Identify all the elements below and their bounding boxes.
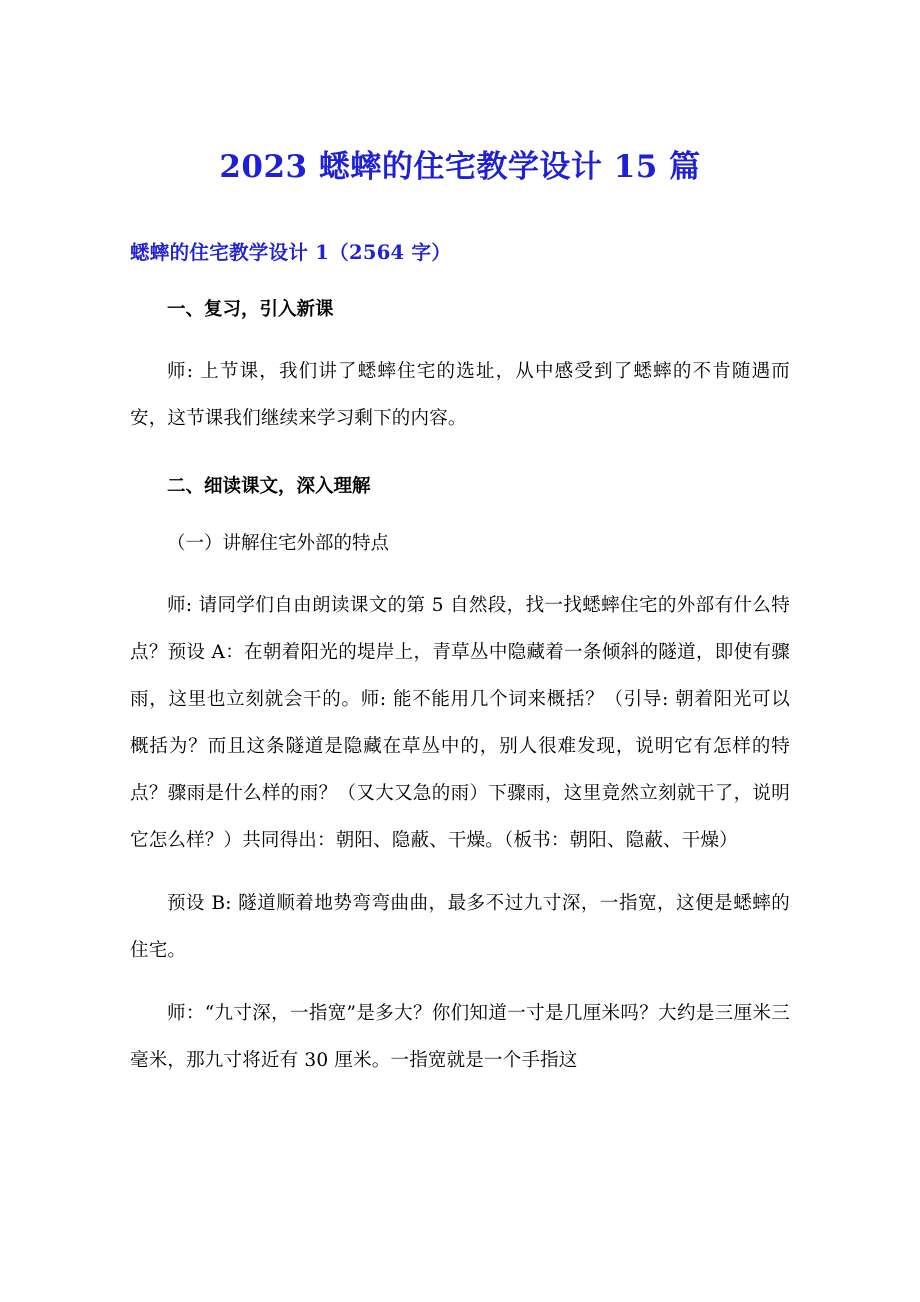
- paragraph-measurement-explanation: 师：“九寸深，一指宽”是多大？你们知道一寸是几厘米吗？大约是三厘米三毫米，那九寸将近有 30 厘米。一指宽就是一个手指这: [130, 1002, 790, 1071]
- section-heading-one: 一、复习，引入新课: [167, 299, 334, 321]
- page-title: 2023 蟋蟀的住宅教学设计 15 篇: [219, 149, 701, 185]
- section-heading-two: 二、细读课文，深入理解: [167, 475, 371, 497]
- document-subtitle: 蟋蟀的住宅教学设计 1（2564 字）: [130, 240, 452, 264]
- subsection-heading-exterior-features: （一）讲解住宅外部的特点: [167, 532, 390, 554]
- paragraph-review-intro: 师: 上节课，我们讲了蟋蟀住宅的选址，从中感受到了蟋蟀的不肯随遇而安，这节课我们继续来学习剩下的内容。: [130, 360, 790, 429]
- document-content: [130, 0, 790, 1084]
- paragraph-preset-b: 预设 B: 隧道顺着地势弯弯曲曲，最多不过九寸深，一指宽，这便是蟋蟀的住宅。: [130, 892, 790, 961]
- paragraph-exterior-discussion: 师: 请同学们自由朗读课文的第 5 自然段，找一找蟋蟀住宅的外部有什么特点？预设 A：在朝着阳光的堤岸上，青草丛中隐藏着一条倾斜的隧道，即使有骤雨，这里也立刻就会干的。师: 能不能用几个词来概括？（引导: 朝着阳光可以概括为？而且这条隧道是隐藏在草丛中的，别人很难发现，说明它有怎样的特点？骤雨是什么样的雨？（又大又急的雨）下骤雨，这里竟然立刻就干了，说明它怎么样？）共同得出：朝阳、隐蔽、干燥。（板书：朝阳、隐蔽、干燥）: [130, 594, 790, 851]
